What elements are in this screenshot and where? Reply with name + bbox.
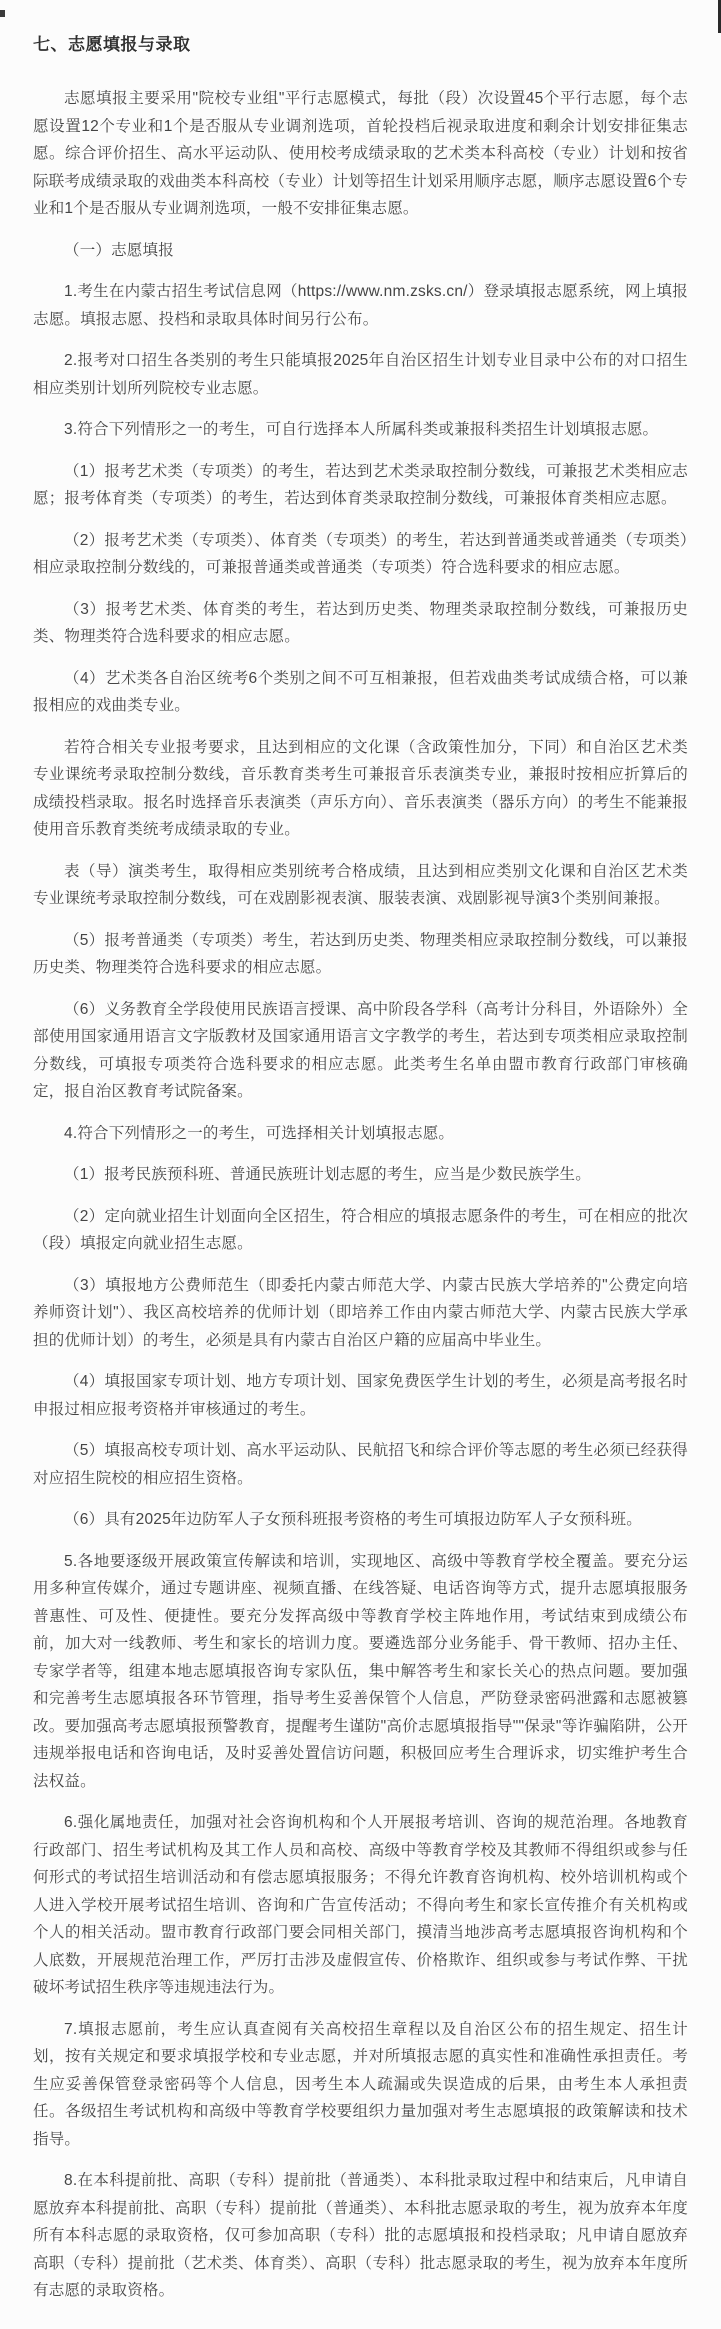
document-body [33, 85, 688, 2305]
paragraph: 7.填报志愿前，考生应认真查阅有关高校招生章程以及自治区公布的招生规定、招生计划，按有关规定和要求填报学校和专业志愿，并对所填报志愿的真实性和准确性承担责任。考生应妥善保管登录密码等个人信息，因考生本人疏漏或失误造成的后果，由考生本人承担责任。各级招生考试机构和高级中等教育学校要组织力量加强对考生志愿填报的政策解读和技术指导。 [33, 2020, 688, 2148]
paragraph: 若符合相关专业报考要求，且达到相应的文化课（含政策性加分，下同）和自治区艺术类专业课统考录取控制分数线，音乐教育类考生可兼报音乐表演类专业，兼报时按相应折算后的成绩投档录取。报名时选择音乐表演类（声乐方向）、音乐表演类（器乐方向）的考生不能兼报使用音乐教育类统考成绩录取的专业。 [33, 738, 688, 838]
paragraph: 1.考生在内蒙古招生考试信息网（https://www.nm.zsks.cn/）登录填报志愿系统，网上填报志愿。填报志愿、投档和录取具体时间另行公布。 [33, 283, 688, 328]
paragraph: （3）填报地方公费师范生（即委托内蒙古师范大学、内蒙古民族大学培养的"公费定向培养师资计划"）、我区高校培养的优师计划（即培养工作由内蒙古师范大学、内蒙古民族大学承担的优师计划）的考生，必须是具有内蒙古自治区户籍的应届高中毕业生。 [33, 1276, 688, 1349]
paragraph: （1）报考民族预科班、普通民族班计划志愿的考生，应当是少数民族学生。 [64, 1166, 591, 1183]
paragraph: （5）填报高校专项计划、高水平运动队、民航招飞和综合评价等志愿的考生必须已经获得对应招生院校的相应招生资格。 [33, 1442, 688, 1487]
paragraph: （6）具有2025年边防军人子女预科班报考资格的考生可填报边防军人子女预科班。 [64, 1511, 642, 1528]
paragraph: 表（导）演类考生，取得相应类别统考合格成绩，且达到相应类别文化课和自治区艺术类专业课统考录取控制分数线，可在戏剧影视表演、服装表演、戏剧影视导演3个类别间兼报。 [33, 862, 688, 907]
screenshot-edge-artifact-left [0, 10, 5, 17]
paragraph: （1）报考艺术类（专项类）的考生，若达到艺术类录取控制分数线，可兼报艺术类相应志愿；报考体育类（专项类）的考生，若达到体育类录取控制分数线，可兼报体育类相应志愿。 [33, 462, 688, 507]
paragraph: （5）报考普通类（专项类）考生，若达到历史类、物理类相应录取控制分数线，可以兼报历史类、物理类符合选科要求的相应志愿。 [33, 931, 688, 976]
section-subheading: （一）志愿填报 [64, 241, 174, 259]
paragraph: （2）定向就业招生计划面向全区招生，符合相应的填报志愿条件的考生，可在相应的批次（段）填报定向就业招生志愿。 [33, 1207, 688, 1252]
paragraph: （4）艺术类各自治区统考6个类别之间不可互相兼报，但若戏曲类考试成绩合格，可以兼报相应的戏曲类专业。 [33, 669, 688, 714]
page-title: 七、志愿填报与录取 [33, 35, 191, 54]
paragraph: 志愿填报主要采用"院校专业组"平行志愿模式，每批（段）次设置45个平行志愿，每个志愿设置12个专业和1个是否服从专业调剂选项，首轮投档后视录取进度和剩余计划安排征集志愿。综合评价招生、高水平运动队、使用校考成绩录取的艺术类本科高校（专业）计划和按省际联考成绩录取的戏曲类本科高校（专业）计划等招生计划采用顺序志愿，顺序志愿设置6个专业和1个是否服从专业调剂选项，一般不安排征集志愿。 [33, 90, 688, 217]
paragraph: 8.在本科提前批、高职（专科）提前批（普通类）、本科批录取过程中和结束后，凡申请自愿放弃本科提前批、高职（专科）提前批（普通类）、本科批志愿录取的考生，视为放弃本年度所有本科志愿的录取资格，仅可参加高职（专科）批的志愿填报和投档录取；凡申请自愿放弃高职（专科）提前批（艺术类、体育类）、高职（专科）批志愿录取的考生，视为放弃本年度所有志愿的录取资格。 [33, 2172, 688, 2299]
paragraph: 4.符合下列情形之一的考生，可选择相关计划填报志愿。 [64, 1124, 455, 1142]
paragraph: （4）填报国家专项计划、地方专项计划、国家免费医学生计划的考生，必须是高考报名时申报过相应报考资格并审核通过的考生。 [33, 1373, 688, 1418]
paragraph: （3）报考艺术类、体育类的考生，若达到历史类、物理类录取控制分数线，可兼报历史类、物理类符合选科要求的相应志愿。 [33, 600, 688, 645]
paragraph: 2.报考对口招生各类别的考生只能填报2025年自治区招生计划专业目录中公布的对口招生相应类别计划所列院校专业志愿。 [33, 352, 688, 397]
paragraph: （6）义务教育全学段使用民族语言授课、高中阶段各学科（高考计分科目，外语除外）全部使用国家通用语言文字版教材及国家通用语言文字教学的考生，若达到专项类相应录取控制分数线，可填报专项类符合选科要求的相应志愿。此类考生名单由盟市教育行政部门审核确定，报自治区教育考试院备案。 [33, 1000, 688, 1100]
paragraph: 3.符合下列情形之一的考生，可自行选择本人所属科类或兼报科类招生计划填报志愿。 [64, 421, 659, 438]
paragraph: （2）报考艺术类（专项类）、体育类（专项类）的考生，若达到普通类或普通类（专项类）相应录取控制分数线的，可兼报普通类或普通类（专项类）符合选科要求的相应志愿。 [33, 531, 688, 576]
paragraph: 6.强化属地责任，加强对社会咨询机构和个人开展报考培训、咨询的规范治理。各地教育行政部门、招生考试机构及其工作人员和高校、高级中等教育学校及其教师不得组织或参与任何形式的考试招生培训活动和有偿志愿填报服务；不得允许教育咨询机构、校外培训机构或个人进入学校开展考试招生培训、咨询和广告宣传活动；不得向考生和家长宣传推介有关机构或个人的相关活动。盟市教育行政部门要会同相关部门，摸清当地涉高考志愿填报咨询机构和个人底数，开展规范治理工作，严厉打击涉及虚假宣传、价格欺诈、组织或参与考试作弊、干扰破坏考试招生秩序等违规违法行为。 [33, 1814, 688, 1996]
paragraph: 5.各地要逐级开展政策宣传解读和培训，实现地区、高级中等教育学校全覆盖。要充分运用多种宣传媒介，通过专题讲座、视频直播、在线答疑、电话咨询等方式，提升志愿填报服务普惠性、可及性、便捷性。要充分发挥高级中等教育学校主阵地作用，考试结束到成绩公布前，加大对一线教师、考生和家长的培训力度。要遴选部分业务能手、骨干教师、招办主任、专家学者等，组建本地志愿填报咨询专家队伍，集中解答考生和家长关心的热点问题。要加强和完善考生志愿填报各环节管理，指导考生妥善保管个人信息，严防登录密码泄露和志愿被篡改。要加强高考志愿填报预警教育，提醒考生谨防"高价志愿填报指导""保录"等诈骗陷阱，公开违规举报电话和咨询电话，及时妥善处置信访问题，积极回应考生合理诉求，切实维护考生合法权益。 [33, 1552, 688, 1790]
